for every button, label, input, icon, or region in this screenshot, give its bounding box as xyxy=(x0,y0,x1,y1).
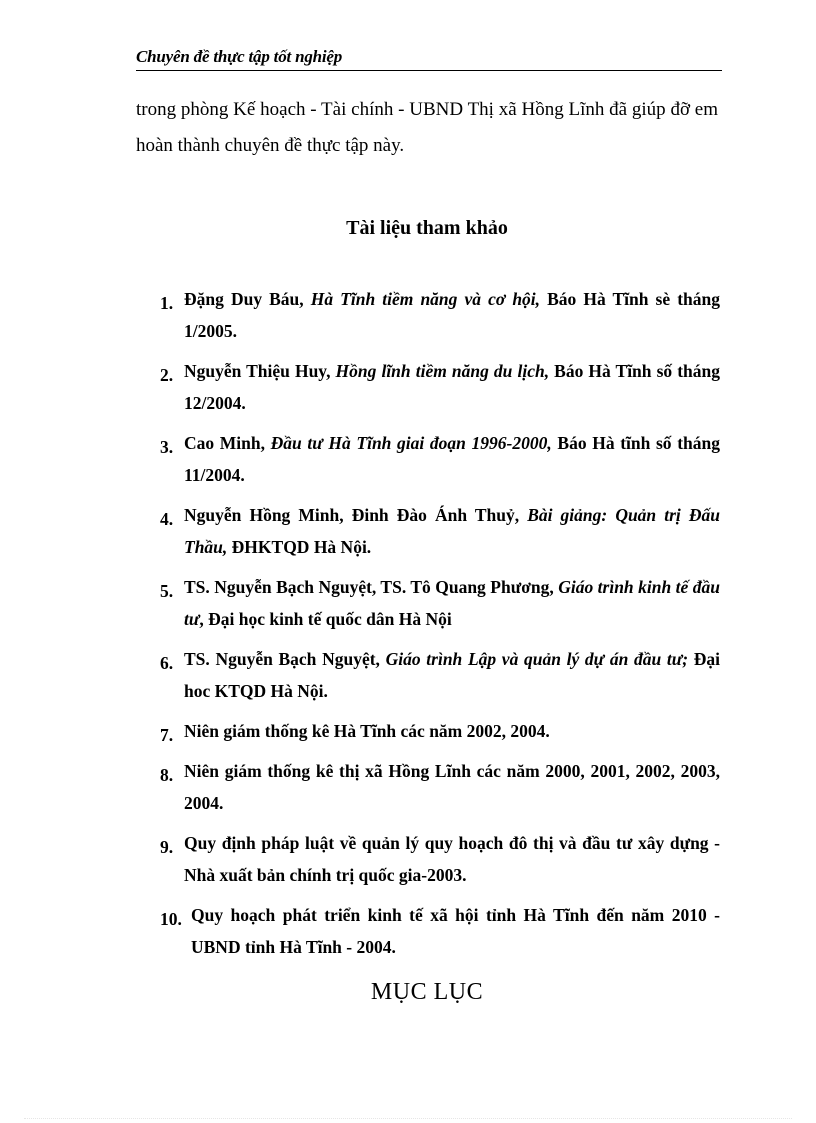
reference-source: Báo Hà Tĩnh số tháng 12/2004. xyxy=(184,361,721,413)
reference-text xyxy=(184,577,720,629)
reference-item xyxy=(160,643,720,707)
reference-number: 4. xyxy=(160,509,174,529)
reference-item xyxy=(160,827,720,891)
reference-number: 9. xyxy=(160,837,174,857)
reference-text xyxy=(184,433,720,485)
reference-number: 5. xyxy=(160,581,174,601)
reference-source: ĐHKTQD Hà Nội. xyxy=(227,537,372,557)
header-title: Chuyên đề thực tập tốt nghiệp xyxy=(136,47,343,66)
reference-text xyxy=(184,361,720,413)
references-list xyxy=(160,283,720,971)
reference-item xyxy=(160,755,720,819)
table-of-contents-heading: MỤC LỤC xyxy=(370,979,484,1005)
reference-text xyxy=(184,505,720,557)
reference-number: 10. xyxy=(160,909,182,929)
reference-item xyxy=(160,571,720,635)
reference-author: Quy định pháp luật về quản lý quy hoạch đô thị và đầu tư xây dựng - Nhà xuất bản chính trị quốc gia-2003. xyxy=(184,833,720,885)
intro-text: trong phòng Kế hoạch - Tài chính - UBND Thị xã Hồng Lĩnh đã giúp đỡ em hoàn thành chuyên đề thực tập này. xyxy=(136,99,718,156)
reference-author: Nguyễn Hồng Minh, Đinh Đào Ánh Thuỷ, xyxy=(184,505,528,525)
reference-source: , Đại học kinh tế quốc dân Hà Nội xyxy=(199,609,452,629)
reference-author: Quy hoạch phát triển kinh tế xã hội tỉnh Hà Tĩnh đến năm 2010 - UBND tỉnh Hà Tĩnh - 2004. xyxy=(191,905,720,957)
reference-work-title: Đầu tư Hà Tĩnh giai đoạn 1996-2000, xyxy=(270,433,552,453)
reference-author: Đặng Duy Báu, xyxy=(184,289,311,309)
reference-item xyxy=(160,355,720,419)
reference-author: TS. Nguyễn Bạch Nguyệt, xyxy=(184,649,386,669)
reference-text xyxy=(184,721,550,741)
reference-author: Niên giám thống kê thị xã Hồng Lĩnh các năm 2000, 2001, 2002, 2003, 2004. xyxy=(184,761,720,813)
reference-item xyxy=(160,899,720,963)
reference-text xyxy=(184,761,720,813)
reference-source: Đại hoc KTQD Hà Nội. xyxy=(184,649,720,701)
reference-number: 1. xyxy=(160,293,174,313)
reference-number: 3. xyxy=(160,437,174,457)
reference-work-title: Hà Tĩnh tiềm năng và cơ hội, xyxy=(310,289,541,309)
reference-item xyxy=(160,499,720,563)
reference-work-title: Hồng lĩnh tiềm năng du lịch, xyxy=(335,361,550,381)
reference-item xyxy=(160,427,720,491)
references-heading: Tài liệu tham khảo xyxy=(346,217,508,239)
reference-author: TS. Nguyễn Bạch Nguyệt, TS. Tô Quang Phương, xyxy=(184,577,559,597)
page-bottom-divider xyxy=(24,1118,792,1119)
reference-author: Niên giám thống kê Hà Tĩnh các năm 2002, 2004. xyxy=(184,721,550,741)
reference-author: Cao Minh, xyxy=(184,433,271,453)
reference-work-title: Giáo trình Lập và quản lý dự án đầu tư; xyxy=(385,649,689,669)
reference-number: 2. xyxy=(160,365,174,385)
reference-work-title: Giáo trình kinh tế đầu tư xyxy=(184,577,720,629)
reference-source: Báo Hà tĩnh số tháng 11/2004. xyxy=(184,433,720,485)
reference-number: 6. xyxy=(160,653,174,673)
reference-text xyxy=(184,649,720,701)
reference-work-title: Bài giảng: Quản trị Đấu Thầu, xyxy=(184,505,720,557)
reference-text xyxy=(184,289,720,341)
reference-item xyxy=(160,283,720,347)
reference-text xyxy=(184,833,720,885)
page-header xyxy=(136,46,722,71)
reference-number: 7. xyxy=(160,725,174,745)
reference-number: 8. xyxy=(160,765,174,785)
reference-author: Nguyễn Thiệu Huy, xyxy=(184,361,336,381)
intro-paragraph xyxy=(136,92,718,164)
reference-source: Báo Hà Tĩnh sè tháng 1/2005. xyxy=(184,289,721,341)
reference-text xyxy=(191,905,720,957)
reference-item xyxy=(160,715,720,747)
